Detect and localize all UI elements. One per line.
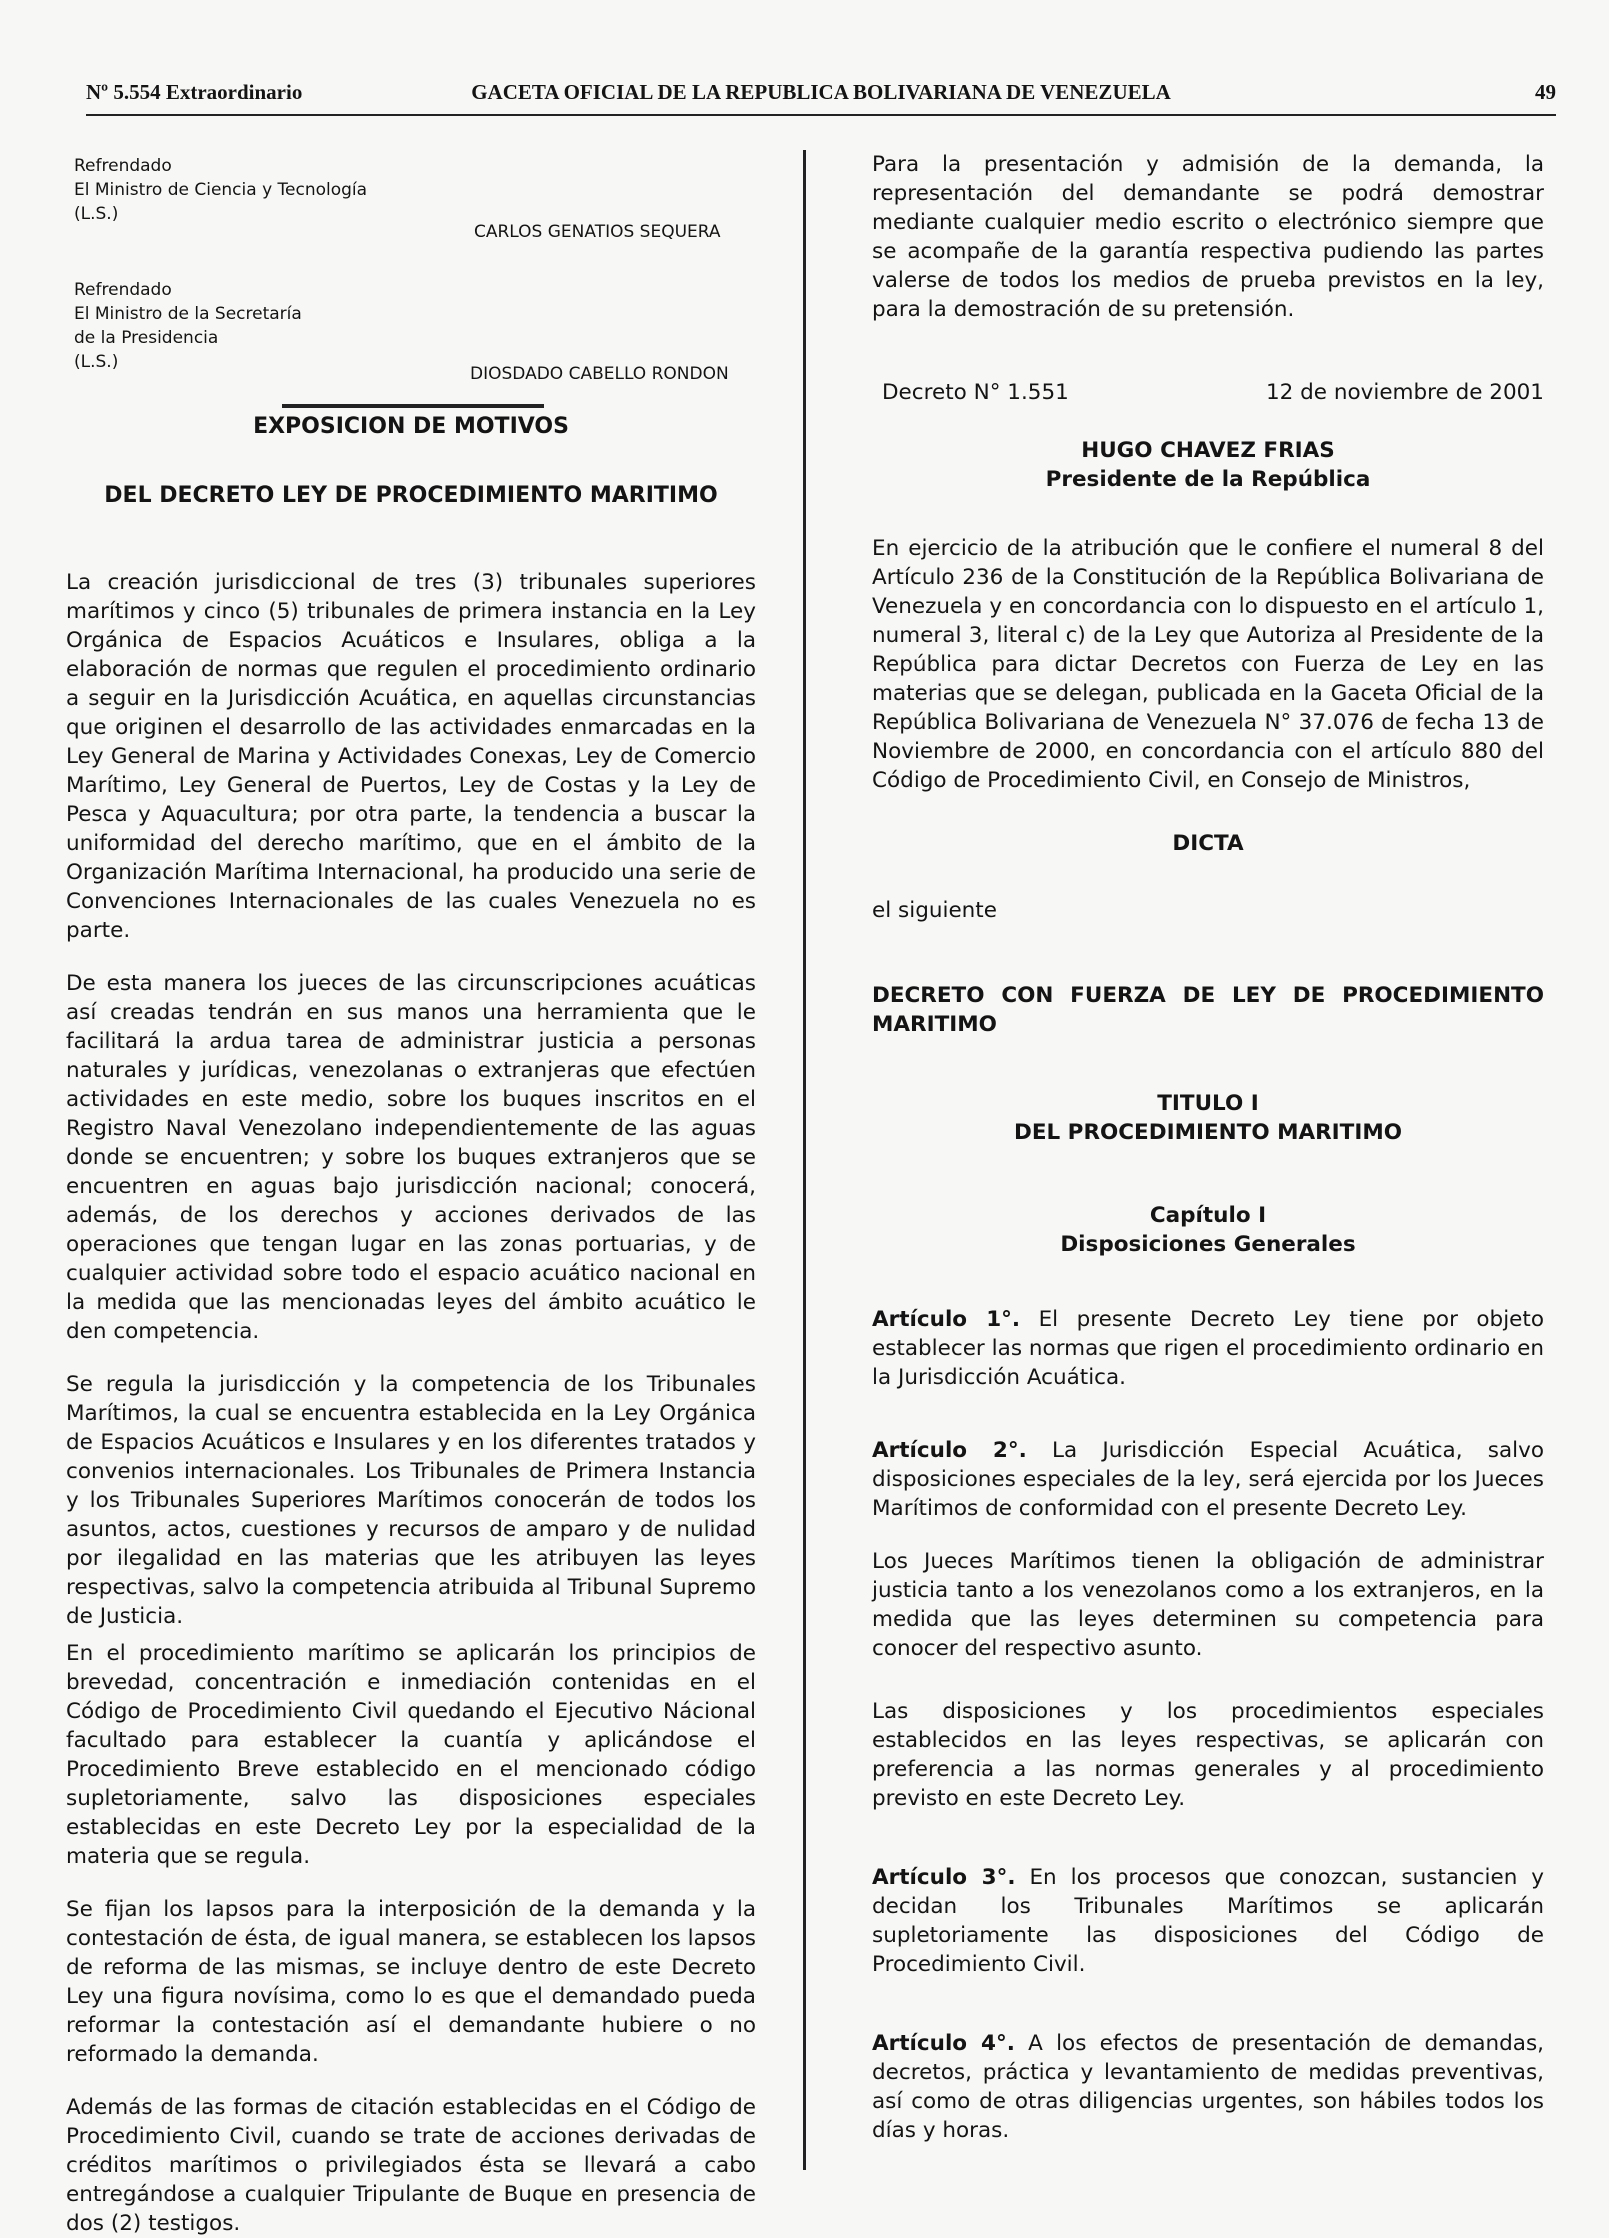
motives-paragraph-6: Además de las formas de citación establecidas en el Código de Procedimiento Civil, cuando se trate de acciones derivadas de créditos marítimos o privilegiados ésta se llevará a cabo entregándose a cualquier Tripulante de Buque en presencia de dos (2) testigos. [66,2095,756,2236]
capitulo-name: Disposiciones Generales [1060,1232,1356,1257]
decree-title: DECRETO CON FUERZA DE LEY DE PROCEDIMIENTO MARITIMO [872,983,1544,1037]
article-2-paragraph-3: Las disposiciones y los procedimientos especiales establecidos en las leyes respectivas, se aplicarán con preferencia a las normas generales y al procedimiento previsto en este Decreto Ley. [872,1699,1544,1811]
capitulo-heading: Capítulo I [1149,1203,1267,1228]
decree-number: Decreto N° 1.551 [882,380,1069,405]
signatory-name-2: DIOSDADO CABELLO RONDON [470,364,729,384]
article-1-label: Artículo 1°. [872,1307,1021,1332]
left-column [66,150,756,2238]
heading-exposicion: EXPOSICION DE MOTIVOS [253,414,569,439]
gazette-title: GACETA OFICIAL DE LA REPUBLICA BOLIVARIANA DE VENEZUELA [471,80,1171,104]
article-3-label: Artículo 3°. [872,1865,1016,1890]
signature-block-1: Refrendado El Ministro de Ciencia y Tecnología (L.S.) [74,156,368,224]
signature-block-2: Refrendado El Ministro de la Secretaría de la Presidencia (L.S.) [74,280,302,372]
article-2 [872,1436,1544,1523]
motives-paragraph-1: La creación jurisdiccional de tres (3) tribunales superiores marítimos y cinco (5) tribunales de primera instancia en la Ley Orgánica de Espacios Acuáticos e Insulares, obliga a la elaboración de normas que regulen el procedimiento ordinario a seguir en la Jurisdicción Acuática, en aquellas circunstancias que originen el desarrollo de las actividades enmarcadas en la Ley General de Marina y Actividades Conexas, Ley de Comercio Marítimo, Ley General de Puertos, Ley de Costas y la Ley de Pesca y Aquacultura; por otra parte, la tendencia a buscar la uniformidad del derecho marítimo, que en el ámbito de la Organización Marítima Internacional, ha producido una serie de Convenciones Internacionales de las cuales Venezuela no es parte. [66,570,756,943]
motives-paragraph-4: En el procedimiento marítimo se aplicarán los principios de brevedad, concentración e inmediación contenidas en el Código de Procedimiento Civil quedando el Ejecutivo Nácional facultado para establecer la cuantía y aplicándose el Procedimiento Breve establecido en el mencionado código supletoriamente, salvo las disposiciones especiales establecidas en este Decreto Ley por la especialidad de la materia que se regula. [66,1641,756,1869]
titulo-heading: TITULO I [1157,1091,1259,1116]
article-2-label: Artículo 2°. [872,1438,1027,1463]
motives-paragraph-2: De esta manera los jueces de las circunscripciones acuáticas así creadas tendrán en sus manos una herramienta que le facilitará la ardua tarea de administrar justicia a personas naturales y jurídicas, venezolanas o extranjeras que efectúen actividades en este medio, sobre los buques inscritos en el Registro Naval Venezolano independientemente de las aguas donde se encuentren; y sobre los buques extranjeros que se encuentren en aguas bajo jurisdicción nacional; conocerá, además, de los derechos y acciones derivados de las operaciones que tengan lugar en las zonas portuarias, y de cualquier actividad sobre todo el espacio acuático nacional en la medida que las mencionadas leyes del ámbito acuático le den competencia. [66,971,756,1344]
demand-paragraph: Para la presentación y admisión de la demanda, la representación del demandante se podrá demostrar mediante cualquier medio escrito o electrónico siempre que se acompañe de la garantía respectiva pudiendo las partes valerse de todos los medios de prueba previstos en la ley, para la demostración de su pretensión. [872,152,1544,322]
article-2-text: La Jurisdicción Especial Acuática, salvo disposiciones especiales de la ley, será ejercida por los Jueces Marítimos de conformidad con el presente Decreto Ley. [872,1438,1544,1521]
article-4 [872,2029,1544,2145]
article-1-text: El presente Decreto Ley tiene por objeto establecer las normas que rigen el procedimiento ordinario en la Jurisdicción Acuática. [872,1307,1544,1390]
page-header [86,80,1556,116]
issue-number: Nº 5.554 Extraordinario [86,80,303,104]
article-3 [872,1863,1544,1979]
motives-paragraph-3: Se regula la jurisdicción y la competencia de los Tribunales Marítimos, la cual se encuentra establecida en la Ley Orgánica de Espacios Acuáticos e Insulares y en los diferentes tratados y convenios internacionales. Los Tribunales de Primera Instancia y los Tribunales Superiores Marítimos conocerán de todos los asuntos, actos, cuestiones y recursos de amparo y de nulidad por ilegalidad en las materias que les atribuyen las leyes respectivas, salvo la competencia atribuida al Tribunal Supremo de Justicia. [66,1372,756,1629]
decree-line [872,378,1544,408]
heading-decreto-ley: DEL DECRETO LEY DE PROCEDIMIENTO MARITIMO [104,483,718,508]
preamble-paragraph: En ejercicio de la atribución que le confiere el numeral 8 del Artículo 236 de la Constitución de la República Bolivariana de Venezuela y en concordancia con lo dispuesto en el artículo 1, numeral 3, literal c) de la Ley que Autoriza al Presidente de la República para dictar Decretos con Fuerza de Ley en las materias que se delegan, publicada en la Gaceta Oficial de la República Bolivariana de Venezuela N° 37.076 de fecha 13 de Noviembre de 2000, en concordancia con el artículo 880 del Código de Procedimiento Civil, en Consejo de Ministros, [872,536,1544,793]
president-name: HUGO CHAVEZ FRIAS [1081,438,1335,463]
signature-area [66,150,756,390]
decree-date: 12 de noviembre de 2001 [1265,380,1544,405]
right-column [872,150,1544,2145]
article-4-label: Artículo 4°. [872,2031,1015,2056]
el-siguiente: el siguiente [872,898,997,923]
page-number: 49 [1535,80,1556,104]
separator-rule [282,404,544,408]
dicta-heading: DICTA [1172,831,1244,856]
titulo-name: DEL PROCEDIMIENTO MARITIMO [1013,1120,1403,1145]
article-4-text: A los efectos de presentación de demandas, decretos, práctica y levantamiento de medidas preventivas, así como de otras diligencias urgentes, son hábiles todos los días y horas. [872,2031,1544,2143]
motives-paragraph-5: Se fijan los lapsos para la interposición de la demanda y la contestación de ésta, de igual manera, se establecen los lapsos de reforma de las mismas, se incluye dentro de este Decreto Ley una figura novísima, como lo es que el demandado pueda reformar la contestación así el demandante hubiere o no reformado la demanda. [66,1897,756,2067]
article-3-text: En los procesos que conozcan, sustancien y decidan los Tribunales Marítimos se aplicarán supletoriamente las disposiciones del Código de Procedimiento Civil. [872,1865,1544,1977]
president-title: Presidente de la República [1045,467,1371,492]
article-2-paragraph-2: Los Jueces Marítimos tienen la obligación de administrar justicia tanto a los venezolanos como a los extranjeros, en la medida que las leyes determinen su competencia para conocer del respectivo asunto. [872,1549,1544,1661]
article-1 [872,1305,1544,1392]
column-divider [803,150,806,2170]
signatory-name-1: CARLOS GENATIOS SEQUERA [474,222,721,242]
